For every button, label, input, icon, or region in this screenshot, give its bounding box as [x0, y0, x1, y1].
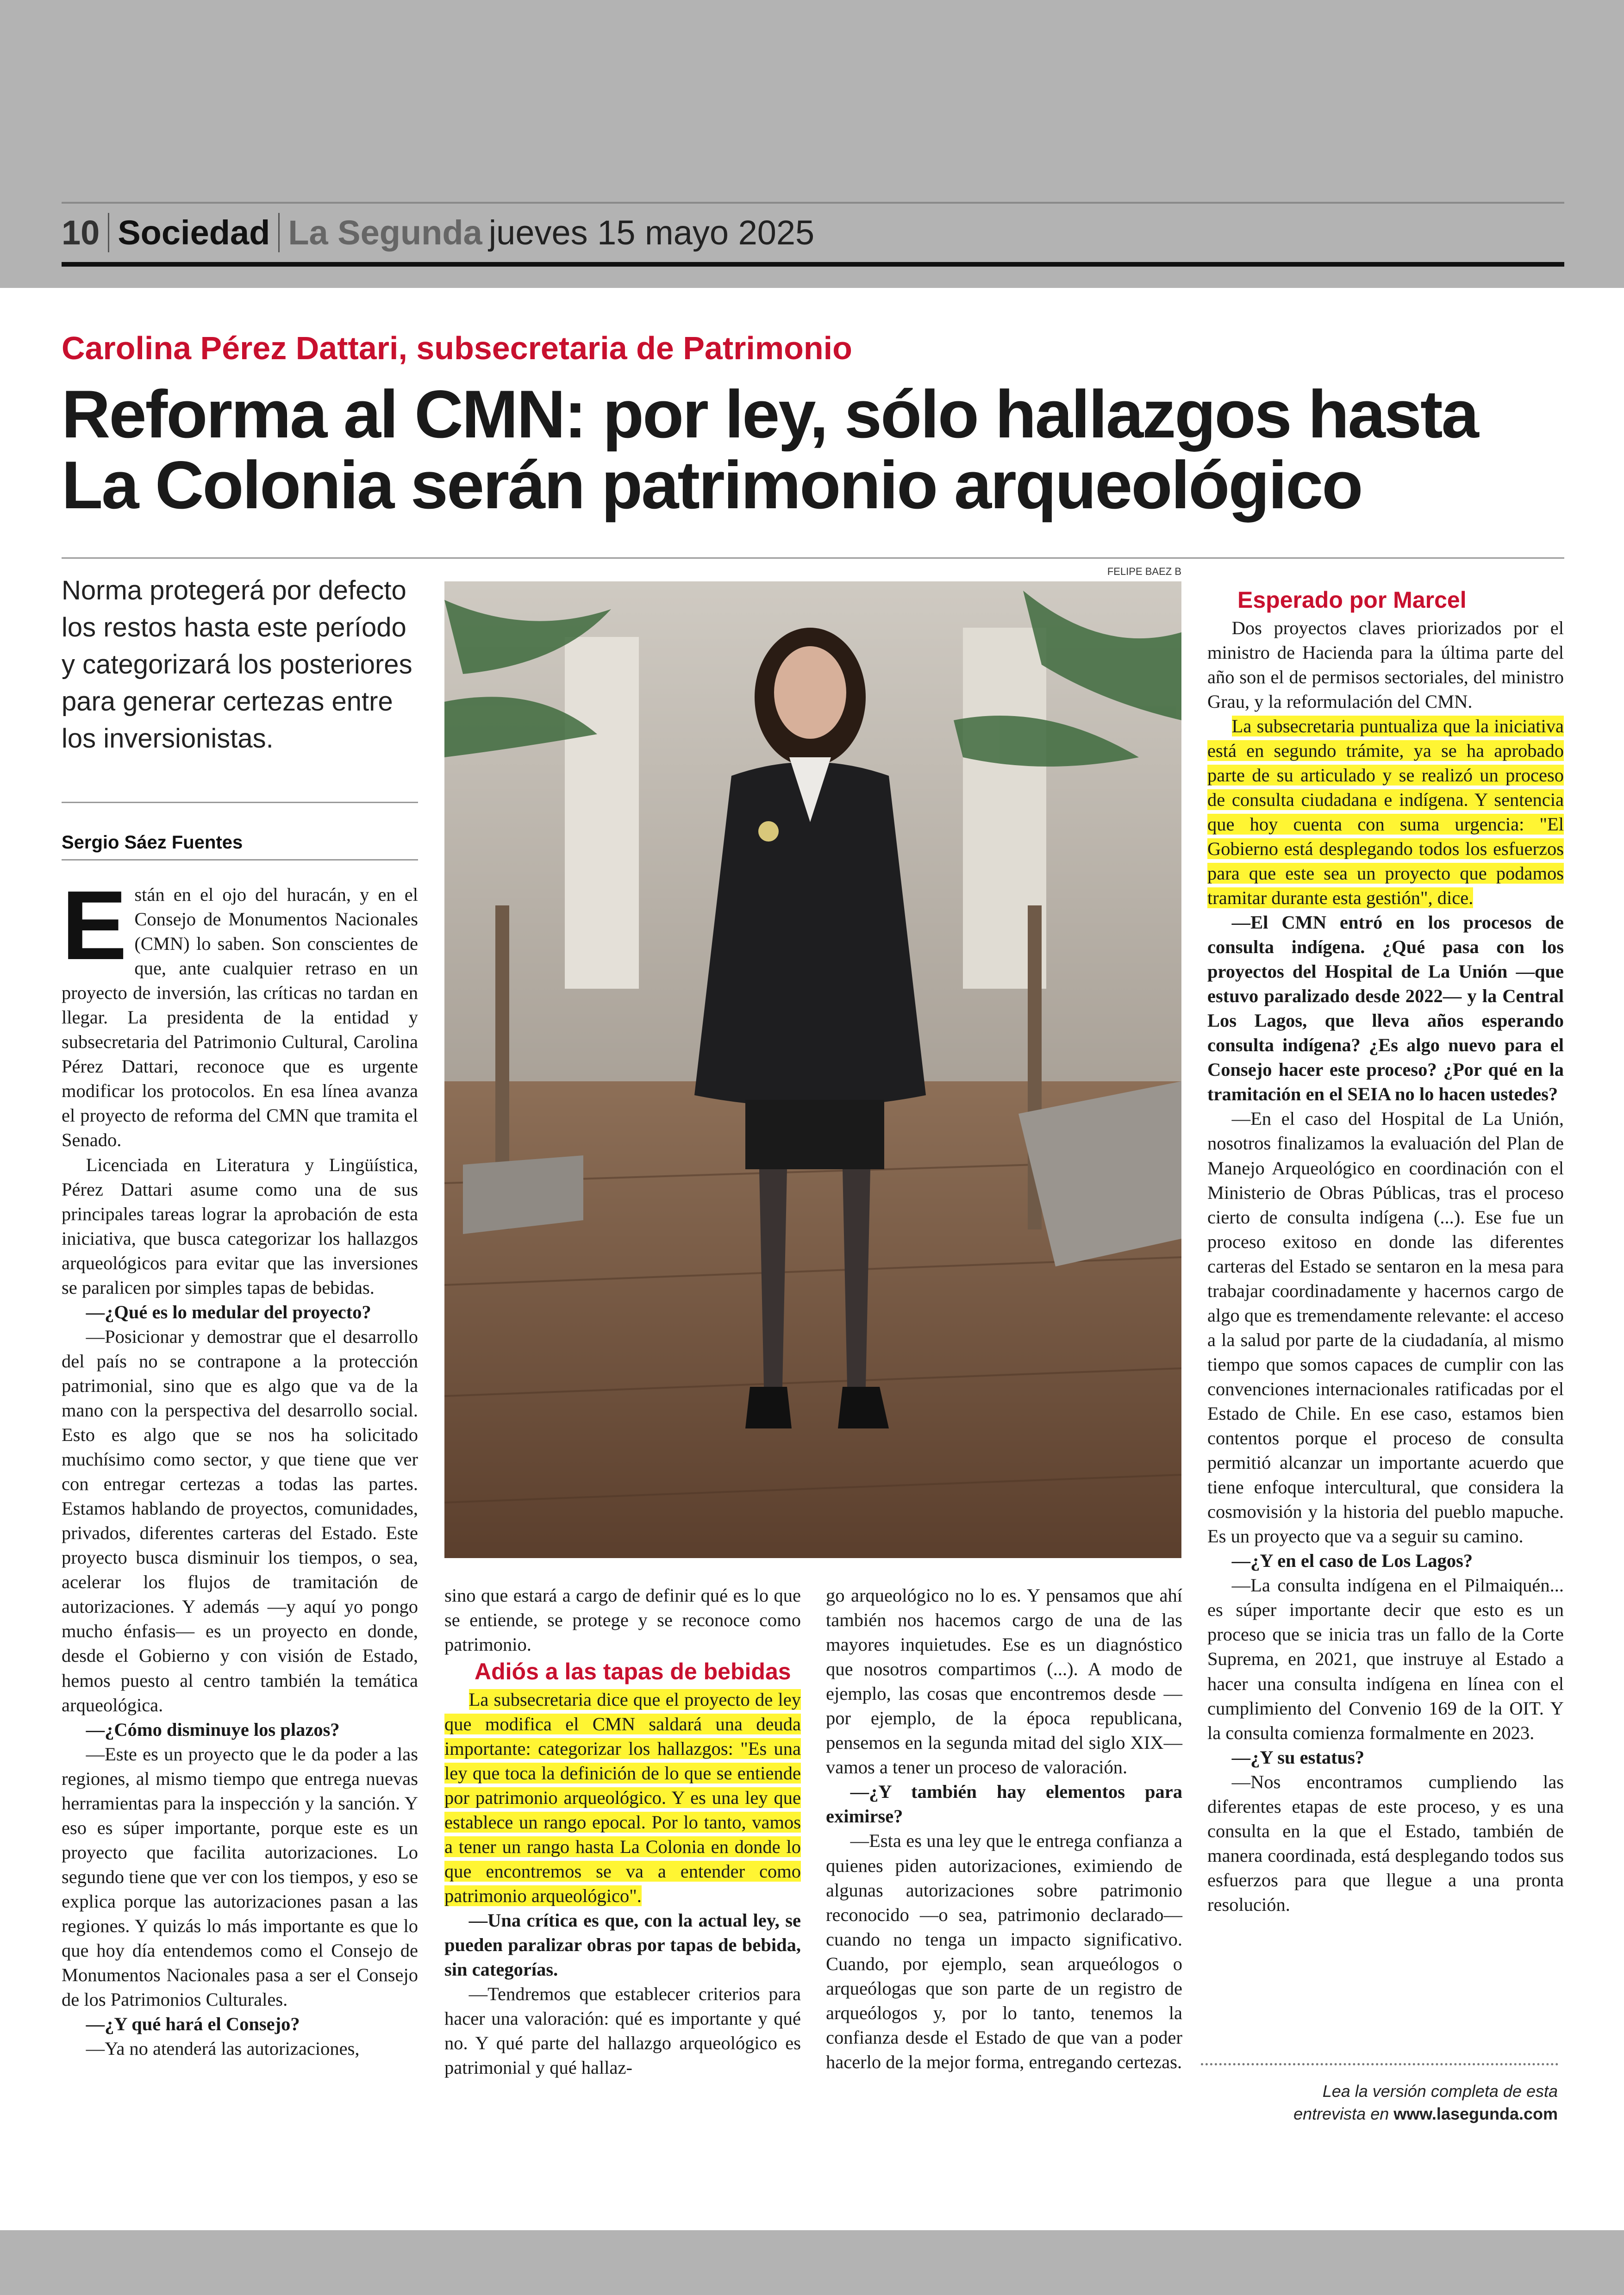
- body-paragraph: Dos proyectos claves priorizados por el ministro de Hacienda para la última parte del año son el de permisos sectoriales, del ministro Grau, y la reformulación del CMN.: [1207, 617, 1564, 712]
- highlighted-paragraph: [444, 1687, 801, 1908]
- headline-rule: [62, 557, 1564, 559]
- page-number: 10: [62, 213, 100, 252]
- interview-answer: —Este es un proyecto que le da poder a las regiones, al mismo tiempo que entrega nuevas herramientas para la inspección y la sanción. Y eso es súper importante, porque este es un proyecto que facilita autorizaciones. Lo segundo tiene que ver con los tiempos, y eso se explica porque las autorizaciones pasan a las regiones. Y quizás lo más importante es que lo que hoy día entendemos como el Consejo de Monumentos Nacionales pasa a ser el Consejo de los Patrimonios Culturales.: [62, 1743, 418, 2010]
- highlighted-paragraph: [1207, 714, 1564, 910]
- body-paragraph: go arqueológico no lo es. Y pensamos que ahí también nos hacemos cargo de una de las mayores inquietudes. Ese es un diagnóstico que nosotros compartimos (...). A modo de ejemplo, las cosas que encontremos desde —por ejemplo, de la época republicana, pensemos en la segunda mitad del siglo XIX— vamos a tener un proceso de valoración.: [826, 1585, 1182, 1778]
- interview-answer: —Tendremos que establecer criterios para hacer una valoración: qué es importante y qué no. Y qué parte del hallazgo arqueológico es patrimonial y qué hallaz-: [444, 1983, 801, 2078]
- interview-question: —¿Y su estatus?: [1231, 1746, 1365, 1768]
- interview-question: —Una crítica es que, con la actual ley, se pueden paralizar obras por tapas de bebida, sin categorías.: [444, 1910, 801, 1980]
- footer-dotted-rule: [1201, 2063, 1558, 2065]
- page-header: [62, 206, 814, 258]
- body-paragraph: Licenciada en Literatura y Lingüística, Pérez Dattari asume como una de sus principales tareas lograr la aprobación de esta iniciativa, que busca categorizar los hallazgos arqueológicos para evitar que las inversiones se paralicen por simples tapas de bebidas.: [62, 1154, 418, 1298]
- interview-answer: —En el caso del Hospital de La Unión, nosotros finalizamos la evaluación del Plan de Manejo Arqueológico en coordinación con el Ministerio de Obras Públicas, tras el proceso cierto de consulta indígena (...). Ese fue un proceso exitoso en donde las diferentes carteras del Estado se sentaron en la mesa para trabajar coordinadamente y hacernos cargo de algo que es tremendamente relevante: el acceso a la salud por parte de la ciudadanía, al mismo tiempo que somos capaces de cumplir con las convenciones internacionales ratificadas por el Estado de Chile. En ese caso, estamos bien contentos porque el proceso de consulta permitió alcanzar un importante acuerdo que tiene enfoque intercultural, que considera la cosmovisión y la historia del pueblo mapuche. Es un proyecto que va a seguir su camino.: [1207, 1108, 1564, 1547]
- portrait-photo: [444, 581, 1181, 1558]
- byline-rule: [62, 859, 418, 861]
- section-name: Sociedad: [108, 213, 278, 252]
- text-highlight: La subsecretaria dice que el proyecto de ley que modifica el CMN saldará una deuda importante: categorizar los hallazgos: "Es una ley que toca la definición de lo que se entiende por patrimonio arqueológico. Y es una ley que establece un rango epocal. Por lo tanto, vamos a tener un rango hasta La Colonia en donde lo que encontremos se va a entender como patrimonio arqueológico".: [444, 1689, 801, 1907]
- body-paragraph: sino que estará a cargo de definir qué es lo que se entiende, se protege y se reconoce como patrimonio.: [444, 1585, 801, 1655]
- lead-text: stán en el ojo del huracán, y en el Consejo de Monumentos Nacionales (CMN) lo saben. Son conscientes de que, ante cualquier retraso en un proyecto de inversión, las críticas no tardan en llegar. La presidenta de la entidad y subsecretaria del Patrimonio Cultural, Carolina Pérez Dattari, reconoce que es urgente modificar los protocolos. En esa línea avanza el proyecto de reforma del CMN que tramita el Senado.: [62, 884, 418, 1151]
- headline-line-1: Reforma al CMN: por ley, sólo hallazgos hasta: [62, 376, 1478, 452]
- note-prefix: entrevista en: [1293, 2104, 1389, 2123]
- note-line-2: [1204, 2103, 1558, 2126]
- note-line-1: Lea la versión completa de esta: [1322, 2082, 1558, 2101]
- headline-line-2: La Colonia serán patrimonio arqueológico: [62, 447, 1362, 523]
- column-2: [444, 1583, 801, 2080]
- interview-answer: —Ya no atenderá las autorizaciones,: [86, 2038, 360, 2059]
- header-top-rule: [62, 202, 1564, 204]
- deck-rule: [62, 802, 418, 803]
- article-kicker: Carolina Pérez Dattari, subsecretaria de Patrimonio: [62, 330, 852, 366]
- column-4: [1207, 568, 1564, 1917]
- lead-paragraph: [62, 870, 418, 1153]
- interview-answer: —Esta es una ley que le entrega confianza a quienes piden autorizaciones, eximiendo de algunas autorizaciones sobre patrimonio reconocido —o sea, patrimonio declarado— cuando no tenga un impacto significativo. Cuando, por ejemplo, sean arqueólogos o arqueólogas que son parte de un registro de arqueólogos y, por lo tanto, tenemos la confianza desde el Estado de que van a poder hacerlo de la mejor forma, entregando certezas.: [826, 1830, 1182, 2072]
- interview-answer: —La consulta indígena en el Pilmaiquén... es súper importante decir que esto es un proceso que se inicia tras un fallo de la Corte Suprema, en 2021, que instruye al Estado a hacer una consulta indígena en línea con el cumplimiento del Convenio 169 de la OIT. Y la consulta comienza formalmente en 2023.: [1207, 1575, 1564, 1743]
- interview-question: —El CMN entró en los procesos de consulta indígena. ¿Qué pasa con los proyectos del Hospital de La Unión —que estuvo paralizado desde 2022— y la Central Los Lagos, que lleva años esperando consulta indígena? ¿Es algo nuevo para el Consejo hacer este proceso? ¿Por qué en la tramitación en el SEIA no lo hacen ustedes?: [1207, 912, 1564, 1105]
- portrait-illustration: [444, 581, 1181, 1558]
- photo-credit: FELIPE BAEZ B: [1107, 566, 1181, 577]
- article-headline: [62, 376, 1571, 523]
- interview-question: —¿Cómo disminuye los plazos?: [86, 1719, 340, 1740]
- text-highlight: La subsecretaria puntualiza que la iniciativa está en segundo trámite, ya se ha aprobado parte de su articulado y se realizó un proceso de consulta ciudadana e indígena. Y sentencia que hoy cuenta con suma urgencia: "El Gobierno está desplegando todos los esfuerzos para que este sea un proyecto que podamos tramitar durante esta gestión", dice.: [1207, 715, 1564, 909]
- byline: Sergio Sáez Fuentes: [62, 832, 243, 853]
- interview-question: —¿Y qué hará el Consejo?: [86, 2014, 300, 2035]
- interview-answer: —Posicionar y demostrar que el desarrollo del país no se contrapone a la protección patrimonial, sino que es algo que va de la mano con la perspectiva del desarrollo social. Esto es algo que se nos ha solicitado muchísimo como sector, y que tiene que ver con entregar certezas a todas las partes. Estamos hablando de proyectos, comunidades, privados, diferentes carteras del Estado. Este proyecto busca disminuir los tiempos, o sea, acelerar los flujos de tramitación de autorizaciones. Y además —y aquí yo pongo mucho énfasis— es un proyecto en donde, desde el Gobierno y con visión de Estado, hemos puesto al centro también la temática arqueológica.: [62, 1326, 418, 1715]
- article-deck: Norma protegerá por defecto los restos hasta este período y categorizará los posteriores para generar certezas entre los inversionistas.: [62, 575, 412, 754]
- header-bottom-rule: [62, 262, 1564, 267]
- section-subhead: Adiós a las tapas de bebidas: [475, 1659, 791, 1685]
- interview-answer: —Nos encontramos cumpliendo las diferentes etapas de este proceso, y es una consulta en la que el Estado, también de manera coordinada, está desplegando todos sus esfuerzos para que llegue a una pronta resolución.: [1207, 1771, 1564, 1915]
- web-version-note: [1204, 2080, 1558, 2125]
- section-subhead: Esperado por Marcel: [1237, 587, 1467, 613]
- column-3: [826, 1583, 1182, 2074]
- issue-date: jueves 15 mayo 2025: [488, 213, 815, 252]
- drop-cap: E: [62, 870, 127, 980]
- publication-name: La Segunda: [278, 213, 488, 252]
- website-link[interactable]: www.lasegunda.com: [1393, 2104, 1558, 2123]
- interview-question: —¿Y en el caso de Los Lagos?: [1231, 1550, 1473, 1572]
- bottom-gray-band: [0, 2230, 1624, 2295]
- column-1: [62, 870, 418, 2061]
- interview-question: —¿Y también hay elementos para eximirse?: [826, 1781, 1182, 1827]
- interview-question: —¿Qué es lo medular del proyecto?: [86, 1301, 371, 1322]
